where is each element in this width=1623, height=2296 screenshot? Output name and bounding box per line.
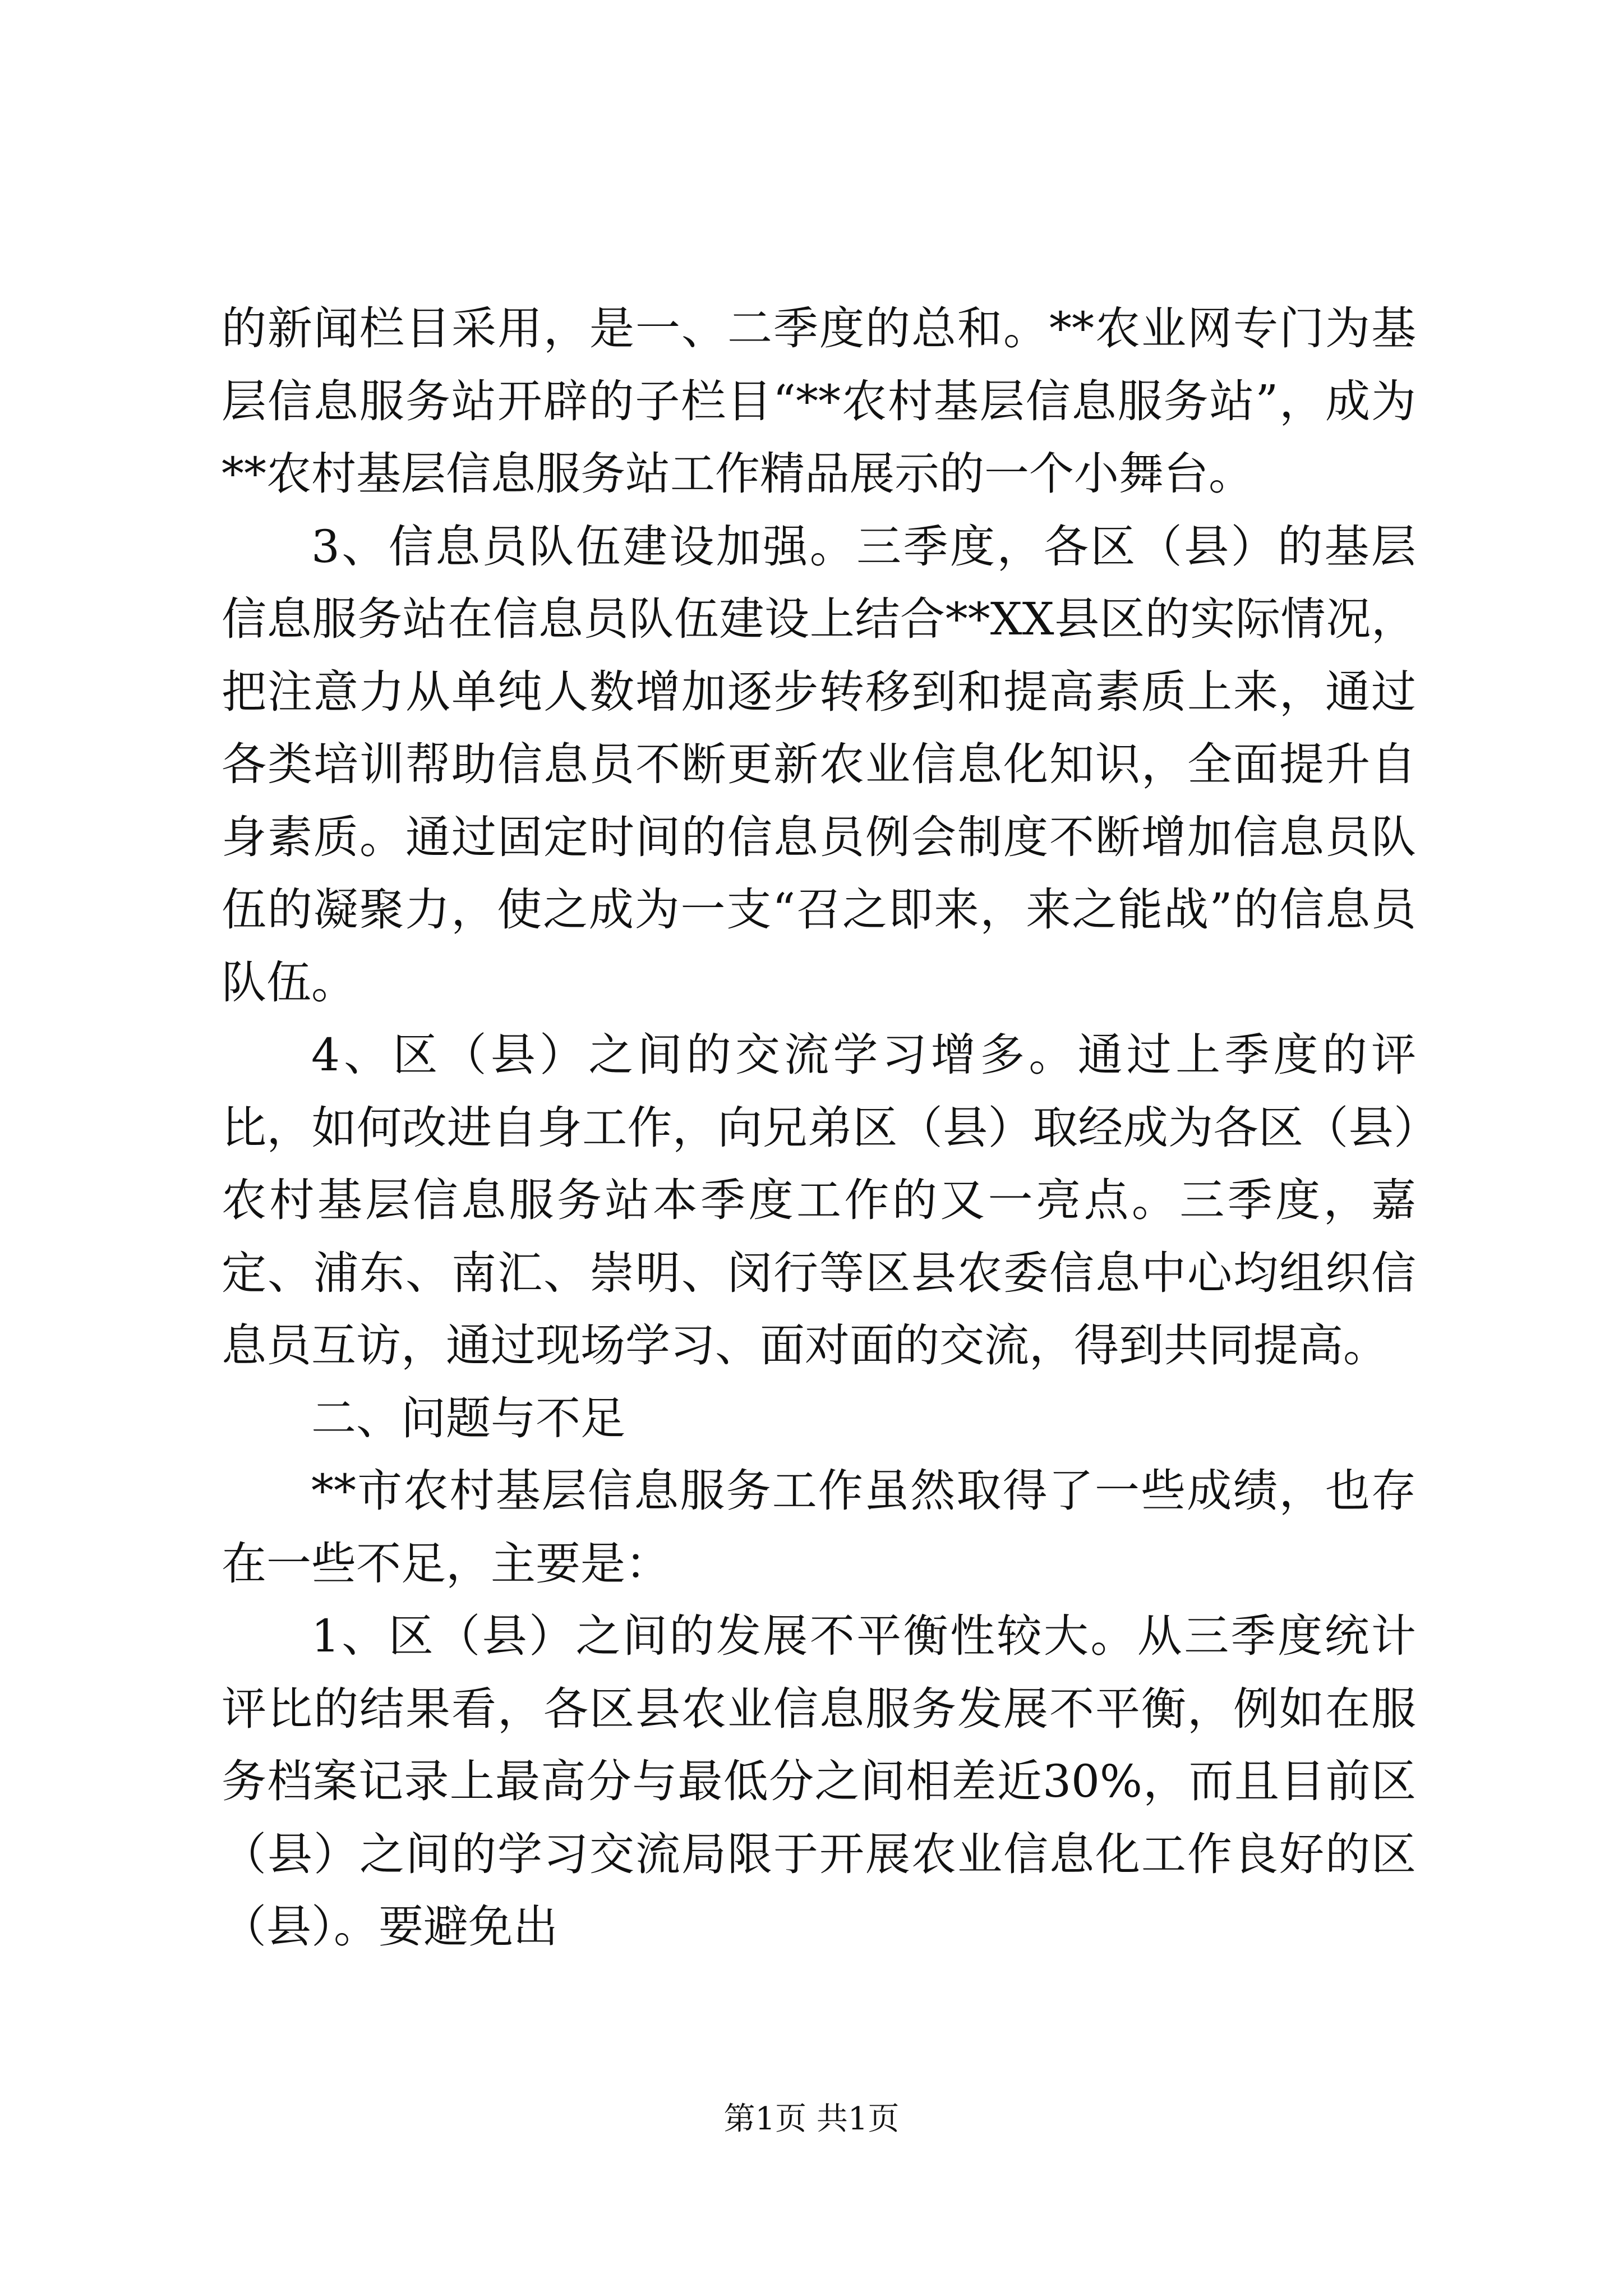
paragraph-info-staff: 3、信息员队伍建设加强。三季度，各区（县）的基层信息服务站在信息员队伍建设上结合**XX县区的实际情况，把注意力从单纯人数增加逐步转移到和提高素质上来，通过各类培训帮助信息员不断更新农业信息化知识，全面提升自身素质。通过固定时间的信息员例会制度不断增加信息员队伍的凝聚力，使之成为一支“召之即来，来之能战”的信息员队伍。 — [222, 520, 1416, 1009]
paragraph-problems-intro: **市农村基层信息服务工作虽然取得了一些成绩，也存在一些不足，主要是： — [222, 1465, 1416, 1590]
section-heading-problems: 二、问题与不足 — [311, 1392, 625, 1444]
document-body — [222, 292, 1416, 1963]
paragraph-exchange-learning: 4、区（县）之间的交流学习增多。通过上季度的评比，如何改进自身工作，向兄弟区（县）取经成为各区（县）农村基层信息服务站本季度工作的又一亮点。三季度，嘉定、浦东、南汇、崇明、闵行等区县农委信息中心均组织信息员互访，通过现场学习、面对面的交流，得到共同提高。 — [222, 1029, 1416, 1372]
paragraph-continuation: 的新闻栏目采用，是一、二季度的总和。**农业网专门为基层信息服务站开辟的子栏目“**农村基层信息服务站”，成为**农村基层信息服务站工作精品展示的一个小舞台。 — [222, 302, 1416, 500]
page-footer: 第1页 共1页 — [723, 2101, 900, 2137]
paragraph-imbalance: 1、区（县）之间的发展不平衡性较大。从三季度统计评比的结果看，各区县农业信息服务发展不平衡，例如在服务档案记录上最高分与最低分之间相差近30%，而且目前区（县）之间的学习交流局限于开展农业信息化工作良好的区（县）。要避免出 — [222, 1610, 1416, 1953]
